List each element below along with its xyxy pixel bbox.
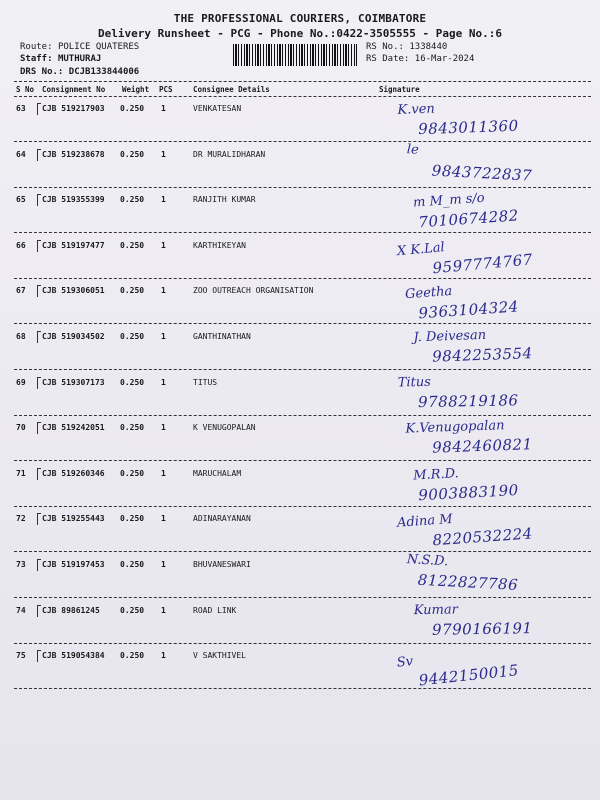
handwritten-phone: 9442150015 [417, 661, 520, 690]
row-weight: 0.250 [120, 469, 145, 478]
row-bracket [37, 285, 41, 297]
row-sno: 64 [16, 150, 26, 159]
runsheet-subtitle: Delivery Runsheet - PCG - Phone No.:0422-3505555 - Page No.:6 [98, 27, 502, 40]
staff-value: MUTHURAJ [57, 54, 102, 64]
barcode-image [233, 44, 357, 66]
row-separator [14, 415, 591, 416]
col-sno: S No [16, 85, 35, 94]
row-weight: 0.250 [120, 514, 145, 523]
header-bottom-rule [14, 96, 591, 97]
row-separator [14, 141, 591, 142]
row-consignment-no: CJB 519306051 [42, 286, 105, 295]
row-consignment-no: CJB 519255443 [42, 514, 105, 523]
row-weight: 0.250 [120, 423, 145, 432]
row-separator [14, 597, 591, 598]
row-consignment-no: CJB 519307173 [42, 378, 105, 387]
handwritten-signature: Adina M [396, 511, 454, 531]
handwritten-phone: 9788219186 [417, 391, 519, 412]
col-pcs: PCS [159, 85, 173, 94]
row-consignment-no: CJB 519197453 [42, 560, 105, 569]
row-pcs: 1 [161, 378, 166, 387]
row-weight: 0.250 [120, 560, 145, 569]
route-value: POLICE QUATERES [57, 42, 140, 52]
row-pcs: 1 [161, 332, 166, 341]
handwritten-phone: 9003883190 [417, 481, 520, 505]
signature-block [368, 372, 594, 420]
rs-date-value: 16-Mar-2024 [414, 54, 475, 64]
handwritten-signature: m M_m s/o [412, 190, 486, 211]
row-bracket [37, 605, 41, 617]
col-weight: Weight [122, 85, 150, 94]
row-pcs: 1 [161, 514, 166, 523]
row-consignment-no: CJB 519217903 [42, 104, 105, 113]
row-bracket [37, 377, 41, 389]
row-weight: 0.250 [120, 150, 145, 159]
row-bracket [37, 103, 41, 115]
row-consignee: ROAD LINK [193, 606, 237, 615]
handwritten-signature: J. Deivesan [413, 327, 487, 346]
rs-no-label: RS No.: [366, 42, 404, 52]
row-consignment-no: CJB 519054384 [42, 651, 105, 660]
col-consignment: Consignment No [42, 85, 106, 94]
row-consignment-no: CJB 519260346 [42, 469, 105, 478]
row-consignee: ZOO OUTREACH ORGANISATION [193, 286, 314, 295]
row-pcs: 1 [161, 560, 166, 569]
row-weight: 0.250 [120, 651, 145, 660]
row-bracket [37, 559, 41, 571]
row-weight: 0.250 [120, 195, 145, 204]
col-consignee: Consignee Details [193, 85, 270, 94]
handwritten-signature: K.ven [397, 101, 436, 118]
header-top-rule [14, 81, 591, 82]
row-sno: 74 [16, 606, 26, 615]
handwritten-signature: N.S.D. [406, 552, 449, 570]
row-weight: 0.250 [120, 104, 145, 113]
row-consignee: K VENUGOPALAN [193, 423, 256, 432]
row-sno: 69 [16, 378, 26, 387]
handwritten-phone: 8122827786 [417, 570, 519, 594]
handwritten-signature: K.Venugopalan [405, 418, 505, 437]
row-consignee: V SAKTHIVEL [193, 651, 246, 660]
route-label: Route: [20, 42, 53, 52]
row-bracket [37, 513, 41, 525]
handwritten-phone: 9597774767 [431, 250, 534, 278]
row-pcs: 1 [161, 469, 166, 478]
handwritten-phone: 9790166191 [431, 619, 533, 639]
row-weight: 0.250 [120, 332, 145, 341]
row-sno: 63 [16, 104, 26, 113]
row-separator [14, 506, 591, 507]
row-consignee: ADINARAYANAN [193, 514, 251, 523]
row-weight: 0.250 [120, 378, 145, 387]
staff-label: Staff: [20, 54, 53, 64]
row-consignment-no: CJB 519242051 [42, 423, 105, 432]
row-consignment-no: CJB 519238678 [42, 150, 105, 159]
row-sno: 71 [16, 469, 26, 478]
row-separator [14, 551, 591, 552]
row-sno: 72 [16, 514, 26, 523]
handwritten-phone: 8220532224 [431, 524, 534, 550]
row-consignee: DR MURALIDHARAN [193, 150, 266, 159]
company-title: THE PROFESSIONAL COURIERS, COIMBATORE [173, 12, 427, 25]
row-sno: 73 [16, 560, 26, 569]
drs-line [20, 67, 139, 77]
row-consignment-no: CJB 519355399 [42, 195, 105, 204]
handwritten-signature: Sv [396, 654, 414, 671]
row-pcs: 1 [161, 423, 166, 432]
drs-label: DRS No.: [20, 67, 64, 77]
rs-no-value: 1338440 [409, 42, 448, 52]
row-separator [14, 187, 591, 188]
route-line [20, 42, 139, 52]
row-pcs: 1 [161, 606, 166, 615]
handwritten-phone: 9842253554 [431, 344, 533, 366]
row-pcs: 1 [161, 195, 166, 204]
row-sno: 67 [16, 286, 26, 295]
row-bracket [37, 650, 41, 662]
row-weight: 0.250 [120, 286, 145, 295]
row-consignment-no: CJB 519197477 [42, 241, 105, 250]
row-consignee: RANJITH KUMAR [193, 195, 256, 204]
row-bracket [37, 468, 41, 480]
row-pcs: 1 [161, 651, 166, 660]
row-consignee: GANTHINATHAN [193, 332, 251, 341]
row-separator [14, 278, 591, 279]
row-bracket [37, 240, 41, 252]
handwritten-signature: X K.Lal [396, 240, 446, 260]
row-consignee: TITUS [193, 378, 218, 387]
row-sno: 68 [16, 332, 26, 341]
row-separator [14, 232, 591, 233]
row-consignee: MARUCHALAM [193, 469, 242, 478]
row-weight: 0.250 [120, 606, 145, 615]
handwritten-signature: le [406, 142, 420, 158]
handwritten-signature: Titus [397, 374, 431, 391]
drs-value: DCJB133844006 [68, 67, 140, 77]
rs-no-line [366, 42, 447, 52]
row-bracket [37, 331, 41, 343]
handwritten-phone: 9842460821 [431, 435, 533, 457]
handwritten-phone: 7010674282 [417, 206, 520, 232]
row-sno: 70 [16, 423, 26, 432]
row-pcs: 1 [161, 104, 166, 113]
handwritten-signature: M.R.D. [412, 466, 460, 484]
row-consignment-no: CJB 519034502 [42, 332, 105, 341]
handwritten-phone: 9843011360 [417, 116, 519, 139]
row-pcs: 1 [161, 241, 166, 250]
row-separator [14, 460, 591, 461]
row-pcs: 1 [161, 286, 166, 295]
row-consignee: BHUVANESWARI [193, 560, 251, 569]
row-weight: 0.250 [120, 241, 145, 250]
rs-date-label: RS Date: [366, 54, 410, 64]
handwritten-signature: Kumar [413, 602, 458, 619]
handwritten-phone: 9843722837 [431, 161, 533, 185]
staff-line [20, 54, 101, 64]
row-consignment-no: CJB 89861245 [42, 606, 100, 615]
row-separator [14, 323, 591, 324]
col-signature: Signature [379, 85, 420, 94]
rs-date-line [366, 54, 474, 64]
handwritten-signature: Geetha [404, 283, 453, 303]
handwritten-phone: 9363104324 [417, 297, 520, 323]
row-pcs: 1 [161, 150, 166, 159]
row-separator [14, 369, 591, 370]
row-sno: 66 [16, 241, 26, 250]
row-bracket [37, 149, 41, 161]
row-sno: 75 [16, 651, 26, 660]
row-separator [14, 688, 591, 689]
row-consignee: KARTHIKEYAN [193, 241, 246, 250]
row-consignee: VENKATESAN [193, 104, 242, 113]
row-bracket [37, 422, 41, 434]
row-bracket [37, 194, 41, 206]
row-sno: 65 [16, 195, 26, 204]
